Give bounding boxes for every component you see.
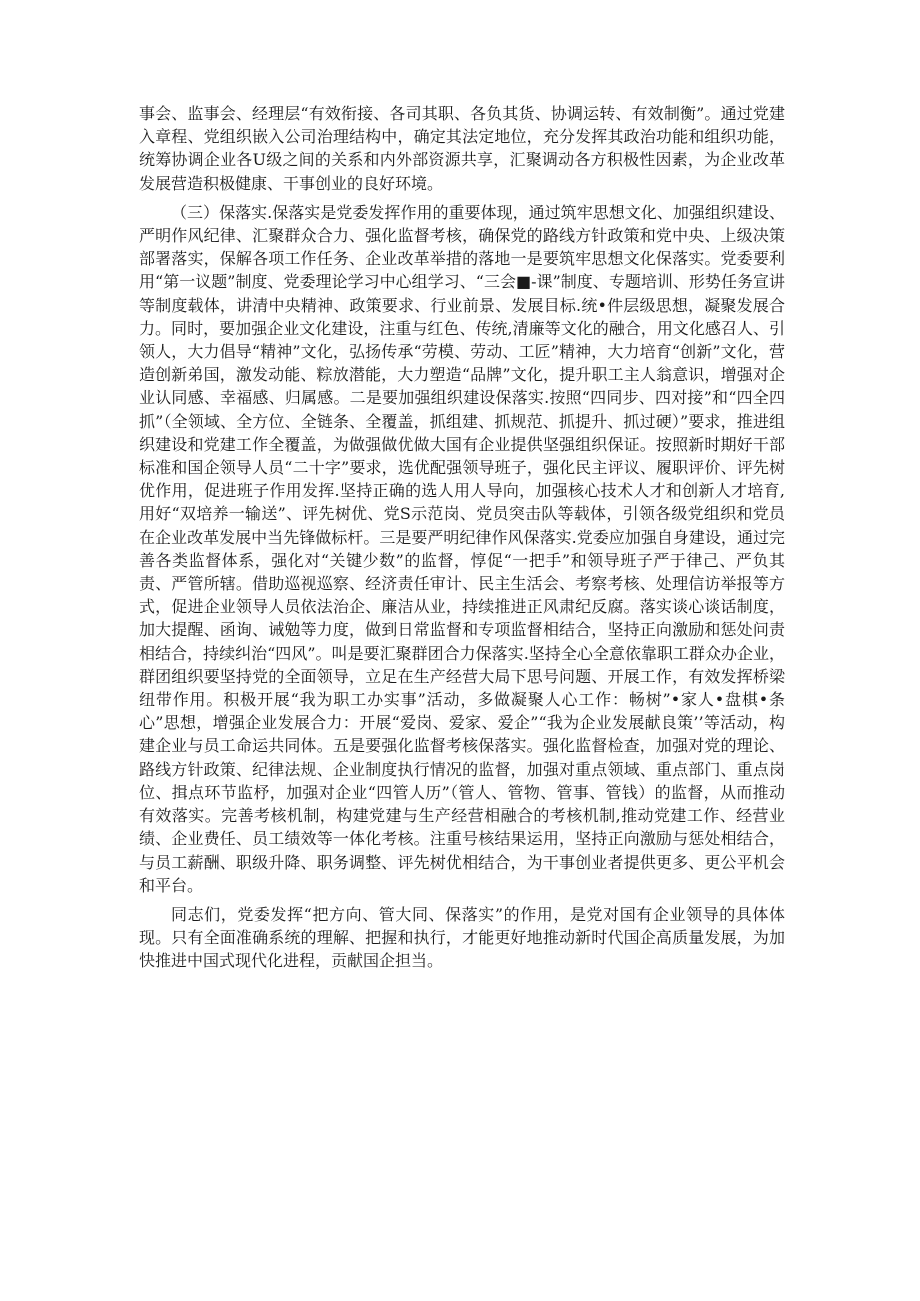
document-page <box>139 102 785 979</box>
paragraph-conclusion: 同志们，党委发挥“把方向、管大同、保落实”的作用，是党对国有企业领导的具体体现。只有全面准确系统的理解、把握和执行，才能更好地推动新时代国企高质量发展，为加快推进中国式现代化进程，贡献国企担当。 <box>139 904 785 971</box>
paragraph-section-three: （三）保落实.保落实是党委发挥作用的重要体现，通过筑牢思想文化、加强组织建设、严明作风纪律、汇聚群众合力、强化监督考核，确保党的路线方针政策和党中央、上级决策部署落实，保解各项工作任务、企业改革举措的落地一是要筑牢思想文化保落实。党委要利用“第一议题”制度、党委理论学习中心组学习、“三会■-课”制度、专题培训、形势任务宣讲等制度载体，讲清中央精神、政策要求、行业前景、发展目标.统•件层级思想，凝聚发展合力。同时，要加强企业文化建设，注重与红色、传统,清廉等文化的融合，用文化感召人、引领人，大力倡导“精神”文化，弘扬传承“劳模、劳动、工匠”精神，大力培育“创新”文化，营造创新弟国，激发动能、粽放潜能，大力塑造“品牌”文化，提升职工主人翁意识，增强对企业认同感、幸福感、归属感。二是要加强组织建设保落实.按照“四同步、四对接”和“四全四抓”（全领域、全方位、全链条、全覆盖，抓组建、抓规范、抓提升、抓过硬）”要求，推进组织建设和党建工作全覆盖，为做强做优做大国有企业提供坚强组织保证。按照新时期好干部标准和国企领导人员“二十字”要求，选优配强领导班子，强化民主评议、履职评价、评先树优作用，促进班子作用发挥.坚持正确的选人用人导向，加强核心技术人才和创新人才培育,用好“双培养一输送”、评先树优、党S示范岗、党员突击队等载体，引领各级党组织和党员在企业改革发展中当先锋做标杆。三是要严明纪律作风保落实.党委应加强自身建设，通过完善各类监督体系，强化对“关键少数”的监督，惇促“一把手”和领导班子严于律己、严负其责、严管所辖。借助巡视巡察、经济责任审计、民主生活会、考察考核、处理信访举报等方式，促进企业领导人员依法治企、廉洁从业，持续推进正风肃纪反腐。落实谈心谈话制度，加大提醒、函询、诫勉等力度，做到日常监督和专项监督相结合，坚持正向激励和惩处问责相结合，持续纠治“四风”。叫是要汇聚群团合力保落实.坚持全心全意依靠职工群众办企业，群团组织要坚持党的全面领导，立足在生产经营大局下思号问题、开展工作，有效发挥桥梁纽带作用。积极开展“我为职工办实事”活动，多做凝聚人心工作：畅树”•家人•盘棋•条心”思想，增强企业发展合力：开展“爱岗、爱家、爱企”“我为企业发展献良策’’等活动，构建企业与员工命运共同体。五是要强化监督考核保落实。强化监督检查，加强对党的理论、路线方针政策、纪律法规、企业制度执行情况的监督，加强对重点领域、重点部门、重点岗位、揖点环节监杼，加强对企业“四管人历”（管人、管物、管事、管钱）的监督，从而推动有效落实。完善考核机制，构建党建与生产经营相融合的考核机制,推动党建工作、经营业绩、企业费任、员工绩效等一体化考核。注重号核结果运用，坚持正向激励与惩处相结合，与员工薪酬、职级升降、职务调整、评先树优相结合，为干事创业者提供更多、更公平机会和平台。 <box>139 202 785 895</box>
paragraph-continuation: 事会、监事会、经理层“有效衔接、各司其职、各负其货、协调运转、有效制衡”。通过党建入章程、党组织嵌入公司治理结构中，确定其法定地位，充分发挥其政治功能和组织功能，统筹协调企业各U级之间的关系和内外部资源共享，汇聚调动各方积极性因素，为企业改革发展营造积极健康、干事创业的良好环境。 <box>139 104 785 193</box>
